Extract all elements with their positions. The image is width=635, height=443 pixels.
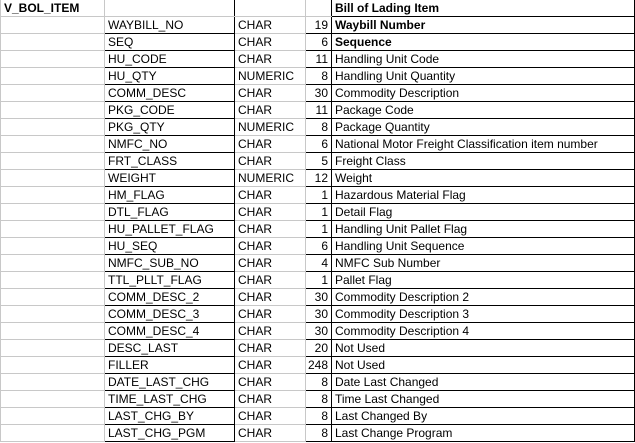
indent-cell[interactable] <box>1 306 105 323</box>
field-type-cell[interactable]: CHAR <box>235 187 306 204</box>
field-description-cell[interactable]: Pallet Flag <box>332 272 635 289</box>
field-name-cell[interactable]: HU_CODE <box>105 51 235 68</box>
field-name-cell[interactable]: TIME_LAST_CHG <box>105 391 235 408</box>
empty-cell[interactable] <box>306 0 332 17</box>
field-type-cell[interactable]: CHAR <box>235 85 306 102</box>
field-length-cell[interactable]: 248 <box>306 357 332 374</box>
field-length-cell[interactable]: 11 <box>306 102 332 119</box>
field-description-cell[interactable]: Package Code <box>332 102 635 119</box>
field-description-cell[interactable]: Commodity Description 4 <box>332 323 635 340</box>
indent-cell[interactable] <box>1 204 105 221</box>
field-type-cell[interactable]: CHAR <box>235 238 306 255</box>
indent-cell[interactable] <box>1 408 105 425</box>
field-name-cell[interactable]: DTL_FLAG <box>105 204 235 221</box>
field-description-cell[interactable]: Commodity Description 3 <box>332 306 635 323</box>
field-type-cell[interactable]: CHAR <box>235 374 306 391</box>
field-name-cell[interactable]: FRT_CLASS <box>105 153 235 170</box>
table-row <box>1 425 635 442</box>
field-type-cell[interactable]: CHAR <box>235 17 306 34</box>
field-length-cell[interactable]: 20 <box>306 340 332 357</box>
field-length-cell[interactable]: 8 <box>306 119 332 136</box>
table-row <box>1 136 635 153</box>
field-length-cell[interactable]: 30 <box>306 85 332 102</box>
field-name-cell[interactable]: NMFC_SUB_NO <box>105 255 235 272</box>
empty-cell[interactable] <box>105 0 235 17</box>
table-row <box>1 289 635 306</box>
table-row <box>1 102 635 119</box>
field-type-cell[interactable]: CHAR <box>235 51 306 68</box>
table-row <box>1 17 635 34</box>
field-name-cell[interactable]: WAYBILL_NO <box>105 17 235 34</box>
field-type-cell[interactable]: CHAR <box>235 221 306 238</box>
field-type-cell[interactable]: CHAR <box>235 34 306 51</box>
field-type-cell[interactable]: CHAR <box>235 391 306 408</box>
indent-cell[interactable] <box>1 170 105 187</box>
indent-cell[interactable] <box>1 238 105 255</box>
indent-cell[interactable] <box>1 221 105 238</box>
field-type-cell[interactable]: CHAR <box>235 136 306 153</box>
field-description-cell[interactable]: Package Quantity <box>332 119 635 136</box>
indent-cell[interactable] <box>1 68 105 85</box>
table-row <box>1 68 635 85</box>
field-length-cell[interactable]: 30 <box>306 289 332 306</box>
field-name-cell[interactable]: HM_FLAG <box>105 187 235 204</box>
field-name-cell[interactable]: LAST_CHG_BY <box>105 408 235 425</box>
indent-cell[interactable] <box>1 391 105 408</box>
field-type-cell[interactable]: CHAR <box>235 425 306 442</box>
field-name-cell[interactable]: PKG_CODE <box>105 102 235 119</box>
indent-cell[interactable] <box>1 17 105 34</box>
field-name-cell[interactable]: HU_SEQ <box>105 238 235 255</box>
header-row <box>1 0 635 17</box>
field-name-cell[interactable]: HU_QTY <box>105 68 235 85</box>
indent-cell[interactable] <box>1 153 105 170</box>
field-length-cell[interactable]: 11 <box>306 51 332 68</box>
field-length-cell[interactable]: 1 <box>306 187 332 204</box>
field-description-cell[interactable]: Hazardous Material Flag <box>332 187 635 204</box>
indent-cell[interactable] <box>1 51 105 68</box>
table-row <box>1 85 635 102</box>
field-name-cell[interactable]: HU_PALLET_FLAG <box>105 221 235 238</box>
field-name-cell[interactable]: PKG_QTY <box>105 119 235 136</box>
indent-cell[interactable] <box>1 374 105 391</box>
table-row <box>1 255 635 272</box>
field-length-cell[interactable]: 8 <box>306 391 332 408</box>
indent-cell[interactable] <box>1 34 105 51</box>
field-description-cell[interactable]: Not Used <box>332 340 635 357</box>
field-type-cell[interactable]: CHAR <box>235 255 306 272</box>
field-name-cell[interactable]: DATE_LAST_CHG <box>105 374 235 391</box>
field-description-cell[interactable]: Commodity Description 2 <box>332 289 635 306</box>
field-type-cell[interactable]: CHAR <box>235 289 306 306</box>
field-type-cell[interactable]: CHAR <box>235 323 306 340</box>
table-row <box>1 408 635 425</box>
field-length-cell[interactable]: 4 <box>306 255 332 272</box>
table-row <box>1 238 635 255</box>
indent-cell[interactable] <box>1 425 105 442</box>
field-type-cell[interactable]: CHAR <box>235 272 306 289</box>
field-name-cell[interactable]: SEQ <box>105 34 235 51</box>
table-row <box>1 221 635 238</box>
field-length-cell[interactable]: 5 <box>306 153 332 170</box>
field-description-cell[interactable]: Last Change Program <box>332 425 635 442</box>
indent-cell[interactable] <box>1 187 105 204</box>
field-length-cell[interactable]: 12 <box>306 170 332 187</box>
table-row <box>1 391 635 408</box>
field-name-cell[interactable]: NMFC_NO <box>105 136 235 153</box>
field-length-cell[interactable]: 30 <box>306 323 332 340</box>
indent-cell[interactable] <box>1 119 105 136</box>
indent-cell[interactable] <box>1 255 105 272</box>
field-description-cell[interactable]: Sequence <box>332 34 635 51</box>
field-description-cell[interactable]: Time Last Changed <box>332 391 635 408</box>
field-type-cell[interactable]: CHAR <box>235 408 306 425</box>
field-type-cell[interactable]: NUMERIC <box>235 119 306 136</box>
table-row <box>1 323 635 340</box>
field-name-cell[interactable]: DESC_LAST <box>105 340 235 357</box>
table-description-cell[interactable]: Bill of Lading Item <box>332 0 635 17</box>
field-name-cell[interactable]: WEIGHT <box>105 170 235 187</box>
field-description-cell[interactable]: Date Last Changed <box>332 374 635 391</box>
field-name-cell[interactable]: COMM_DESC_2 <box>105 289 235 306</box>
field-name-cell[interactable]: TTL_PLLT_FLAG <box>105 272 235 289</box>
indent-cell[interactable] <box>1 357 105 374</box>
field-type-cell[interactable]: NUMERIC <box>235 68 306 85</box>
table-row <box>1 187 635 204</box>
table-row <box>1 340 635 357</box>
field-description-cell[interactable]: National Motor Freight Classification item number <box>332 136 635 153</box>
field-description-cell[interactable]: Commodity Description <box>332 85 635 102</box>
field-name-cell[interactable]: LAST_CHG_PGM <box>105 425 235 442</box>
field-name-cell[interactable]: FILLER <box>105 357 235 374</box>
field-description-cell[interactable]: Waybill Number <box>332 17 635 34</box>
field-type-cell[interactable]: CHAR <box>235 153 306 170</box>
field-length-cell[interactable]: 30 <box>306 306 332 323</box>
indent-cell[interactable] <box>1 340 105 357</box>
field-type-cell[interactable]: CHAR <box>235 340 306 357</box>
field-description-cell[interactable]: Handling Unit Sequence <box>332 238 635 255</box>
field-description-cell[interactable]: Detail Flag <box>332 204 635 221</box>
table-row <box>1 272 635 289</box>
field-length-cell[interactable]: 8 <box>306 425 332 442</box>
field-length-cell[interactable]: 8 <box>306 374 332 391</box>
indent-cell[interactable] <box>1 323 105 340</box>
field-type-cell[interactable]: CHAR <box>235 204 306 221</box>
table-row <box>1 51 635 68</box>
field-length-cell[interactable]: 1 <box>306 221 332 238</box>
table-row <box>1 374 635 391</box>
indent-cell[interactable] <box>1 136 105 153</box>
field-description-cell[interactable]: Freight Class <box>332 153 635 170</box>
field-type-cell[interactable]: CHAR <box>235 306 306 323</box>
field-length-cell[interactable]: 6 <box>306 136 332 153</box>
field-description-cell[interactable]: Weight <box>332 170 635 187</box>
field-description-cell[interactable]: NMFC Sub Number <box>332 255 635 272</box>
field-length-cell[interactable]: 6 <box>306 238 332 255</box>
field-length-cell[interactable]: 8 <box>306 68 332 85</box>
table-row <box>1 306 635 323</box>
field-description-cell[interactable]: Last Changed By <box>332 408 635 425</box>
table-row <box>1 34 635 51</box>
field-type-cell[interactable]: NUMERIC <box>235 170 306 187</box>
field-table-body <box>1 0 635 442</box>
field-description-cell[interactable]: Handling Unit Code <box>332 51 635 68</box>
field-description-cell[interactable]: Handling Unit Pallet Flag <box>332 221 635 238</box>
table-row <box>1 357 635 374</box>
field-type-cell[interactable]: CHAR <box>235 357 306 374</box>
indent-cell[interactable] <box>1 272 105 289</box>
table-row <box>1 170 635 187</box>
table-row <box>1 119 635 136</box>
indent-cell[interactable] <box>1 289 105 306</box>
field-length-cell[interactable]: 19 <box>306 17 332 34</box>
indent-cell[interactable] <box>1 102 105 119</box>
field-length-cell[interactable]: 8 <box>306 408 332 425</box>
table-row <box>1 153 635 170</box>
field-name-cell[interactable]: COMM_DESC <box>105 85 235 102</box>
indent-cell[interactable] <box>1 85 105 102</box>
field-type-cell[interactable]: CHAR <box>235 102 306 119</box>
table-name-cell[interactable]: V_BOL_ITEM <box>1 0 105 17</box>
field-description-cell[interactable]: Handling Unit Quantity <box>332 68 635 85</box>
field-length-cell[interactable]: 6 <box>306 34 332 51</box>
table-row <box>1 204 635 221</box>
field-name-cell[interactable]: COMM_DESC_4 <box>105 323 235 340</box>
empty-cell[interactable] <box>235 0 306 17</box>
field-length-cell[interactable]: 1 <box>306 204 332 221</box>
field-length-cell[interactable]: 1 <box>306 272 332 289</box>
field-name-cell[interactable]: COMM_DESC_3 <box>105 306 235 323</box>
field-description-cell[interactable]: Not Used <box>332 357 635 374</box>
